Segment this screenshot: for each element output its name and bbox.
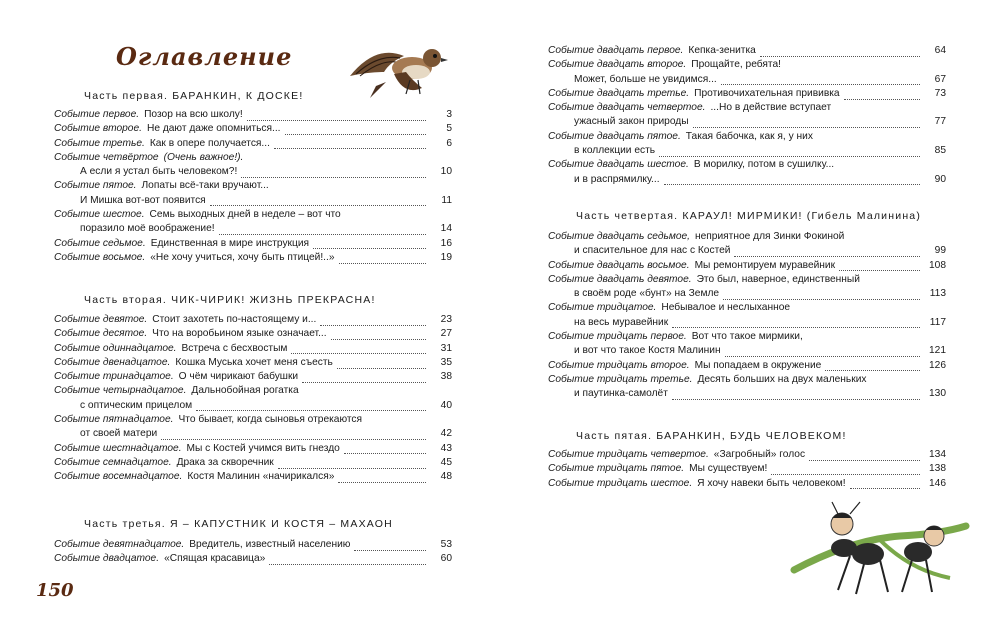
toc-entry[interactable] [548,373,946,402]
part3-heading: Часть третья. Я – КАПУСТНИК И КОСТЯ – МАХАОН [84,518,393,530]
event-label: Событие двадцать шестое. [548,159,689,171]
entry-title: ...Но в действие вступает [710,102,832,114]
toc-entry[interactable] [54,384,452,413]
entry-title: Я хочу навеки быть человеком! [697,477,846,489]
entry-title: «Загробный» голос [713,449,806,460]
entry-title: Стоит захотеть по-настоящему и... [152,314,317,325]
toc-part4 [548,230,946,402]
entry-title-cont: в своём роде «бунт» на Земле [574,288,720,300]
toc-part3-continued [548,44,946,187]
entry-title-cont: и паутинка-самолёт [574,388,668,400]
toc-entry[interactable] [54,313,452,327]
page-number: 16 [440,237,452,249]
entry-title-cont: и вот что такое Костя Малинин [574,345,721,357]
event-label: Событие двадцать девятое. [548,273,692,285]
page-number: 48 [440,471,452,483]
page-title: Оглавление [116,42,293,71]
entry-title-cont: Может, больше не увидимся... [574,73,717,85]
page-number: 35 [440,356,452,368]
event-label: Событие тридцать третье. [548,373,693,385]
event-label: Событие двадцать седьмое, [548,231,690,242]
toc-part1 [54,108,452,265]
page-number: 126 [929,359,946,371]
entry-title: Кошка Муська хочет меня съесть [175,356,333,368]
event-label: Событие двадцать третье. [548,87,690,99]
toc-entry[interactable] [54,356,452,370]
entry-title: Вот что такое мирмики, [691,331,803,343]
entry-title: Семь выходных дней в неделе – вот что [149,209,341,221]
entry-title: Как в опере получается... [149,137,270,149]
toc-entry[interactable] [548,101,946,130]
right-page [500,0,1000,640]
event-label: Событие девятнадцатое. [54,539,185,550]
event-label: Событие пятнадцатое. [54,414,174,426]
toc-entry[interactable] [54,208,452,237]
page-number: 23 [440,314,452,325]
event-label: Событие шестнадцатое. [54,442,182,454]
entry-title: Мы ремонтируем муравейник [694,259,836,271]
event-label: Событие тридцать шестое. [548,477,693,489]
toc-entry[interactable] [54,237,452,251]
entry-title: Драка за скворечник [176,456,274,468]
toc-entry[interactable] [548,301,946,330]
page-number: 19 [440,251,452,263]
event-label: Событие десятое. [54,328,148,340]
page-number: 146 [929,477,946,489]
entry-title: Единственная в мире инструкция [150,237,310,249]
page-number: 67 [934,73,946,85]
event-label: Событие двадцать пятое. [548,130,681,142]
entry-title: Прощайте, ребята! [691,59,781,71]
entry-title: Что на воробьином языке означает... [152,328,327,340]
part1-heading: Часть первая. БАРАНКИН, К ДОСКЕ! [84,90,304,102]
toc-entry[interactable] [54,122,452,136]
toc-entry[interactable] [548,58,946,87]
event-label: Событие тридцать первое. [548,331,687,343]
part4-heading: Часть четвертая. КАРАУЛ! МИРМИКИ! (Гибель Малинина) [576,210,922,222]
entry-title-cont: с оптическим прицелом [80,399,193,411]
toc-entry[interactable] [548,44,946,58]
toc-entry[interactable] [548,87,946,101]
event-label: Событие первое. [54,109,140,120]
event-label: Событие двенадцатое. [54,356,171,368]
entry-title-cont: и в распрямилку... [574,173,660,185]
entry-title-cont: ужасный закон природы [574,116,689,128]
entry-title: Встреча с бесхвостым [181,342,288,354]
page-number: 11 [441,194,452,206]
page-number: 99 [934,245,946,257]
toc-part2 [54,313,452,485]
entry-title: Что бывает, когда сыновья отрекаются [178,414,363,426]
entry-title: Десять больших на двух маленьких [697,373,867,385]
entry-title: Противочихательная прививка [694,87,840,99]
entry-title: Это был, наверное, единственный [696,273,860,285]
entry-title: Мы попадаем в окружение [694,359,822,371]
event-label: Событие одиннадцатое. [54,342,177,354]
page-number: 108 [929,259,946,271]
entry-title: О чём чирикают бабушки [178,371,299,383]
event-label: Событие третье. [54,137,145,149]
toc-entry[interactable] [54,342,452,356]
entry-title-cont: от своей матери [80,428,158,440]
toc-entry[interactable] [54,370,452,384]
entry-title-cont: в коллекции есть [574,145,656,157]
toc-entry[interactable] [54,251,452,265]
toc-entry[interactable] [54,151,452,180]
event-label: Событие двадцать первое. [548,45,684,56]
event-label: Событие тридцать пятое. [548,463,685,475]
event-label: Событие двадцатое. [54,553,160,565]
page-number: 121 [929,345,946,357]
page-number: 77 [934,116,946,128]
toc-entry[interactable] [548,448,946,462]
part2-heading: Часть вторая. ЧИК-ЧИРИК! ЖИЗНЬ ПРЕКРАСНА! [84,294,376,306]
entry-title: Вредитель, известный населению [189,539,351,550]
event-label: Событие восемнадцатое. [54,471,183,483]
event-label: Событие тринадцатое. [54,371,174,383]
page-number: 5 [446,123,452,135]
page-number: 45 [440,456,452,468]
page-number: 53 [440,539,452,550]
page-number: 27 [440,328,452,340]
toc-entry[interactable] [548,273,946,302]
entry-title: Кепка-зенитка [688,45,756,56]
page-number: 113 [929,288,946,300]
toc-entry[interactable] [54,538,452,552]
page-number: 64 [934,45,946,56]
toc-entry[interactable] [548,477,946,491]
page-number: 85 [934,145,946,157]
event-label: Событие двадцать второе. [548,59,687,71]
event-label: Событие двадцать восьмое. [548,259,690,271]
toc-entry[interactable] [54,552,452,566]
entry-title: Мы существуем! [689,463,768,475]
page-number: 38 [440,371,452,383]
toc-entry[interactable] [54,327,452,341]
toc-entry[interactable] [548,130,946,159]
page-number: 90 [934,173,946,185]
event-label: Событие тридцатое. [548,302,657,314]
event-label: Событие пятое. [54,180,137,192]
entry-title: Позор на всю школу! [144,109,243,120]
page-number: 60 [440,553,452,565]
toc-entry[interactable] [548,359,946,373]
entry-title: (Очень важное!). [163,151,244,163]
page-number: 40 [440,399,452,411]
entry-title: Мы с Костей учимся вить гнездо [186,442,340,454]
entry-title: Небывалое и неслыханное [661,302,791,314]
event-label: Событие второе. [54,123,142,135]
entry-title: Дальнобойная рогатка [191,385,299,397]
toc-entry[interactable] [548,462,946,476]
event-label: Событие девятое. [54,314,148,325]
page-number: 10 [440,166,452,178]
event-label: Событие тридцать второе. [548,359,690,371]
toc-entry[interactable] [54,470,452,484]
entry-title-cont: И Мишка вот-вот появится [80,194,206,206]
entry-title: В морилку, потом в сушилку... [693,159,835,171]
toc-entry[interactable] [54,442,452,456]
page-number: 117 [929,316,946,328]
entry-title-cont: поразило моё воображение! [80,223,215,235]
page-number: 42 [440,428,452,440]
page-number: 14 [440,223,452,235]
event-label: Событие двадцать четвертое. [548,102,706,114]
event-label: Событие тридцать четвертое. [548,449,709,460]
page-number: 134 [929,449,946,460]
entry-title: «Не хочу учиться, хочу быть птицей!..» [150,251,335,263]
sparrow-illustration [346,36,454,106]
page-number: 3 [446,109,452,120]
page-number: 130 [929,388,946,400]
entry-title: Такая бабочка, как я, у них [685,130,813,142]
entry-title: Не дают даже опомниться... [146,123,281,135]
event-label: Событие седьмое. [54,237,146,249]
toc-entry[interactable] [548,158,946,187]
event-label: Событие шестое. [54,209,145,221]
entry-title: Костя Малинин «начирикался» [187,471,335,483]
toc-part5 [548,448,946,491]
entry-title: Лопаты всё-таки вручают... [141,180,269,192]
page-number: 138 [929,463,946,475]
event-label: Событие четвёртое [54,151,159,163]
event-label: Событие четырнадцатое. [54,385,187,397]
page-number: 43 [440,442,452,454]
part5-heading: Часть пятая. БАРАНКИН, БУДЬ ЧЕЛОВЕКОМ! [576,430,847,442]
toc-entry[interactable] [54,137,452,151]
entry-title-cont: А если я устал быть человеком?! [80,166,238,178]
toc-entry[interactable] [54,413,452,442]
entry-title-cont: на весь муравейник [574,316,669,328]
toc-entry[interactable] [548,259,946,273]
toc-entry[interactable] [54,456,452,470]
toc-part3 [54,538,452,567]
toc-entry[interactable] [54,179,452,208]
event-label: Событие восьмое. [54,251,146,263]
page-number: 6 [446,137,452,149]
entry-title: неприятное для Зинки Фокиной [694,231,845,242]
entry-title-cont: и спасительное для нас с Костей [574,245,731,257]
event-label: Событие семнадцатое. [54,456,172,468]
toc-entry[interactable] [54,108,452,122]
page-number: 73 [934,87,946,99]
page-number-footer: 150 [36,580,74,601]
entry-title: «Спящая красавица» [164,553,266,565]
page-number: 31 [440,342,452,354]
toc-entry[interactable] [548,330,946,359]
ants-illustration [790,500,970,600]
toc-entry[interactable] [548,230,946,259]
